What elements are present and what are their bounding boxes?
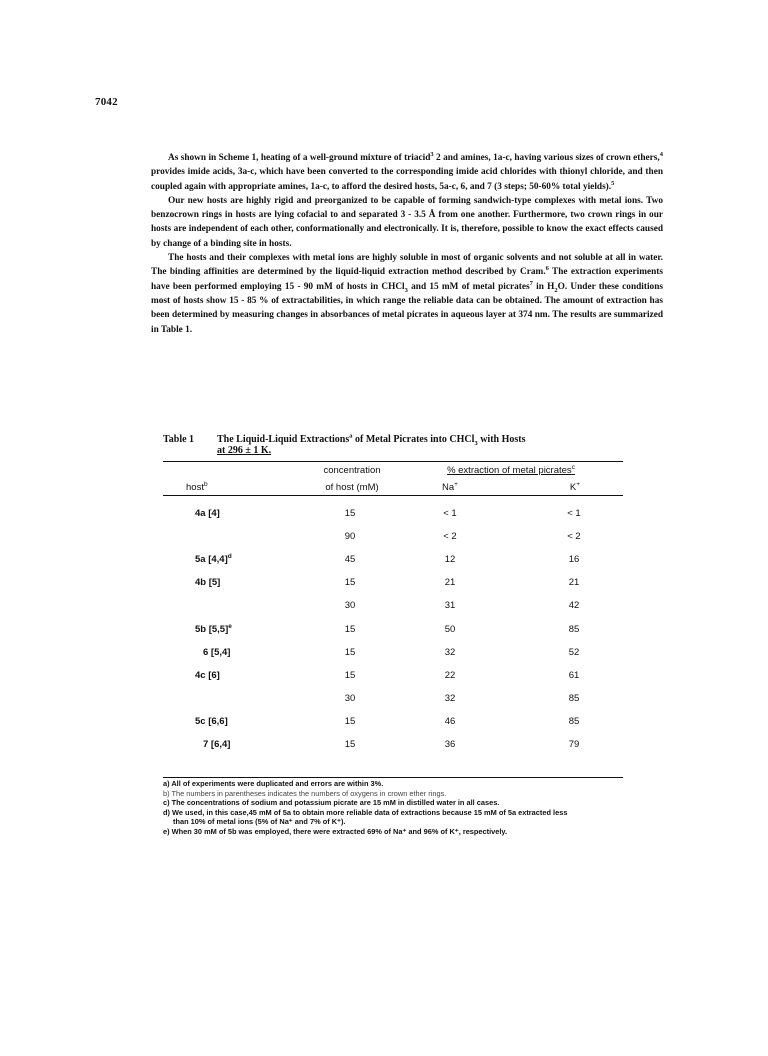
table-cell-na: 12 — [444, 554, 456, 566]
table-cell-concentration: 15 — [344, 646, 356, 658]
table-cell-concentration: 45 — [344, 554, 356, 566]
table-cell-host: 5b $[5,5]^e$ — [195, 622, 232, 635]
table-cell-host: 4b [5] — [195, 577, 221, 589]
table-cell-concentration: 15 — [344, 577, 356, 589]
table-cell-concentration: 15 — [344, 715, 356, 727]
table-cell-na: 46 — [444, 715, 456, 727]
table-header-rule — [163, 495, 623, 496]
table-cell-k: 85 — [568, 715, 580, 727]
table-cell-host: 6 [5,4] — [203, 646, 231, 658]
table-cell-concentration: 30 — [344, 692, 356, 704]
table-cell-k: 52 — [568, 646, 580, 658]
table-cell-k: 16 — [568, 554, 580, 566]
table-cell-na: 31 — [444, 600, 456, 612]
table-title-line2: at 296 ± 1 K. — [217, 445, 272, 456]
paragraph: The hosts and their complexes with metal ions are highly soluble in most of organic solvents and not soluble at all in water. The binding affinities are determined by the liquid-liquid extraction method described by Cram.$^6$ The extraction experiments have been performed employing 15 - 90 mM of hosts in CHCl$_3$ and 15 mM of metal picrates$^7$ in $H_2O$. Under these conditions most of hosts show 15 - 85 % of extractabilities, in which range the reliable data can be obtained. The amount of extraction has been determined by measuring changes in absorbances of metal picrates in aqueous layer at 374 nm. The results are summarized in Table 1. — [151, 253, 664, 335]
table-cell-na: 22 — [444, 669, 456, 681]
table-cell-concentration: 30 — [344, 600, 356, 612]
table-cell-concentration: 15 — [344, 739, 356, 750]
table-cell-host: 7 [6,4] — [203, 739, 231, 750]
table-cell-k: 61 — [568, 669, 580, 681]
table-cell-concentration: 15 — [344, 508, 356, 519]
table-cell-host: 4c [6] — [195, 669, 220, 681]
footnote-a: a) All of experiments were duplicated and errors are within 3%. — [163, 779, 384, 788]
table-bottom-rule — [163, 777, 623, 778]
table-cell-k: 42 — [568, 600, 580, 612]
table-cell-host: 5c [6,6] — [195, 715, 228, 727]
table-cell-k: < 2 — [567, 531, 581, 543]
table-cell-na: 32 — [444, 692, 456, 704]
table-cell-na: 36 — [444, 739, 456, 750]
table-cell-k: < 1 — [567, 508, 581, 519]
table-label: Table 1 — [163, 434, 195, 445]
footnote-e: e) When 30 mM of 5b was employed, there were extracted 69% of Na⁺ and 96% of K⁺, respectively. — [163, 826, 508, 836]
col-header-concentration: concentration — [323, 465, 381, 476]
paragraph: Our new hosts are highly rigid and preorganized to be capable of forming sandwich-type complexes with metal ions. Two benzocrown rings in hosts are lying cofacial to and separated 3 - 3.5 Å from one another. Furthermore, two crown rings in our hosts are independent of each other, conformationally and electronically. It is, therefore, possible to know the exact effects caused by change of a binding site in hosts. — [151, 195, 663, 249]
table-cell-na: 50 — [444, 623, 456, 635]
table-cell-na: 32 — [444, 646, 456, 658]
table-cell-na: < 1 — [443, 508, 457, 519]
table-cell-host: 5a $[4,4]^d$ — [195, 553, 232, 566]
table-cell-concentration: 15 — [344, 623, 356, 635]
col-header-extraction: % extraction of metal picrates$^c$ — [447, 463, 575, 476]
footnote-c: c) The concentrations of sodium and potassium picrate are 15 mM in distilled water in all cases. — [163, 798, 500, 808]
body-text — [151, 151, 663, 337]
table-cell-host: 4a [4] — [195, 508, 220, 519]
table-cell-concentration: 15 — [344, 669, 356, 681]
table-cell-k: 79 — [568, 739, 580, 750]
table-title-text: The Liquid-Liquid Extractions$^a$ of Metal Picrates into CHCl$_3$ with Hosts — [217, 432, 526, 447]
table-cell-concentration: 90 — [344, 531, 356, 543]
table-cell-k: 85 — [568, 692, 580, 704]
footnote-d: d) We used, in this case,45 mM of 5a to obtain more reliable data of extractions because 15 mM of 5a extracted less — [163, 807, 568, 817]
table-cell-na: < 2 — [443, 531, 457, 543]
col-header-host: host$^b$ — [186, 480, 208, 493]
table-cell-k: 85 — [568, 623, 580, 635]
footnote-b: b) The numbers in parentheses indicates the numbers of oxygens in crown ether rings. — [163, 788, 447, 798]
col-header-concentration-unit: of host (mM) — [325, 482, 379, 493]
col-header-na: Na+ — [442, 480, 458, 493]
table-cell-na: 21 — [444, 577, 456, 589]
page-number: 7042 — [95, 96, 118, 108]
table-cell-k: 21 — [568, 577, 580, 589]
col-header-k: K+ — [569, 480, 581, 493]
table-title — [163, 434, 633, 456]
paragraph: As shown in Scheme 1, heating of a well-ground mixture of triacid$^3$ 2 and amines, 1a-c, having various sizes of crown ethers,$^4$ provides imide acids, 3a-c, which have been converted to the corresponding imide acid chlorides with thionyl chloride, and then coupled again with appropriate amines, 1a-c, to afford the desired hosts, 5a-c, 6, and 7 (3 steps; 50-60% total yields).$^5$ — [151, 150, 663, 192]
footnote-d-cont: than 10% of metal ions (5% of Na⁺ and 7% of K⁺). — [173, 817, 346, 827]
footnotes — [163, 779, 643, 837]
table-top-rule — [163, 461, 623, 462]
